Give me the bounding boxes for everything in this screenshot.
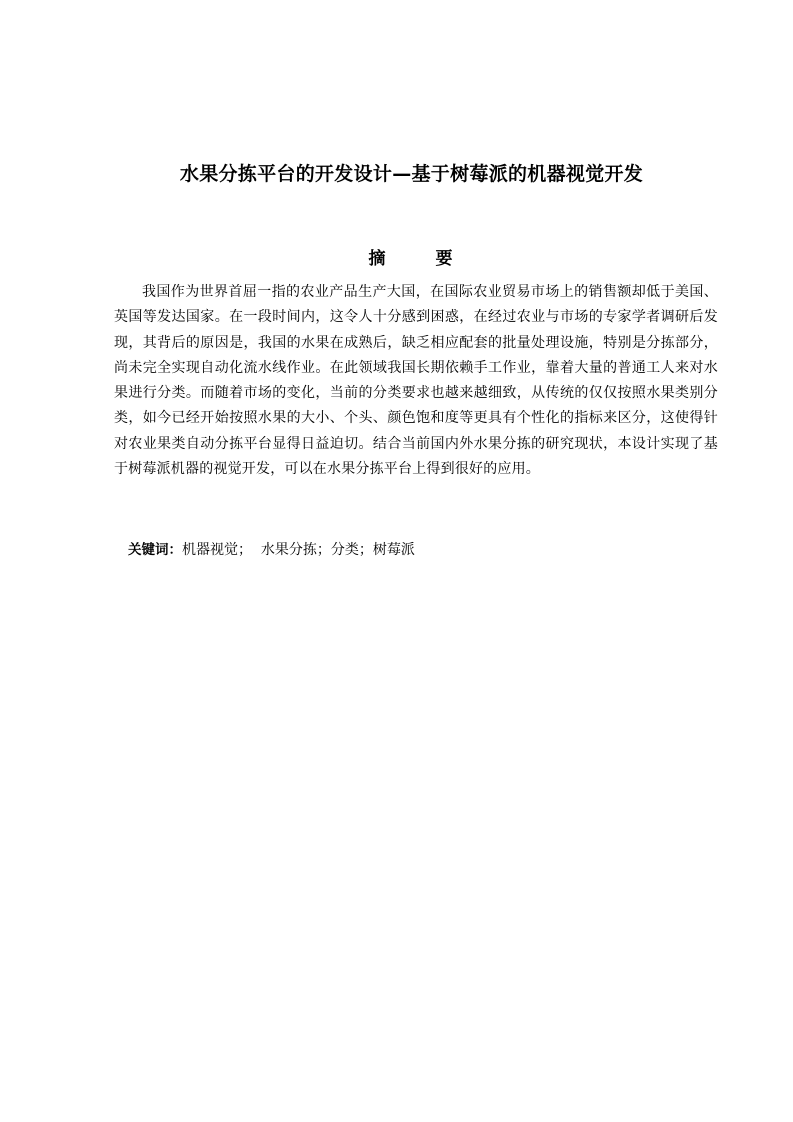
keyword-item: 树莓派	[372, 542, 415, 558]
keyword-item: 机器视觉；	[182, 542, 252, 558]
keywords-label: 关键词：	[128, 542, 182, 558]
keywords-line	[128, 537, 415, 563]
abstract-heading: 摘 要	[368, 249, 475, 269]
document-title: 水果分拣平台的开发设计—基于树莓派的机器视觉开发	[179, 163, 644, 185]
keyword-item: 水果分拣；	[260, 542, 331, 558]
keyword-item: 分类；	[330, 542, 373, 558]
abstract-body: 我国作为世界首屈一指的农业产品生产大国，在国际农业贸易市场上的销售额却低于美国、英国等发达国家。在一段时间内，这令人十分感到困惑，在经过农业与市场的专家学者调研后发现，其背后的原因是，我国的水果在成熟后，缺乏相应配套的批量处理设施，特别是分拣部分，尚未完全实现自动化流水线作业。在此领域我国长期依赖手工作业，靠着大量的普通工人来对水果进行分类。而随着市场的变化，当前的分类要求也越来越细致，从传统的仅仅按照水果类别分类，如今已经开始按照水果的大小、个头、颜色饱和度等更具有个性化的指标来区分，这使得针对农业果类自动分拣平台显得日益迫切。结合当前国内外水果分拣的研究现状，本设计实现了基于树莓派机器的视觉开发，可以在水果分拣平台上得到很好的应用。	[114, 284, 718, 478]
